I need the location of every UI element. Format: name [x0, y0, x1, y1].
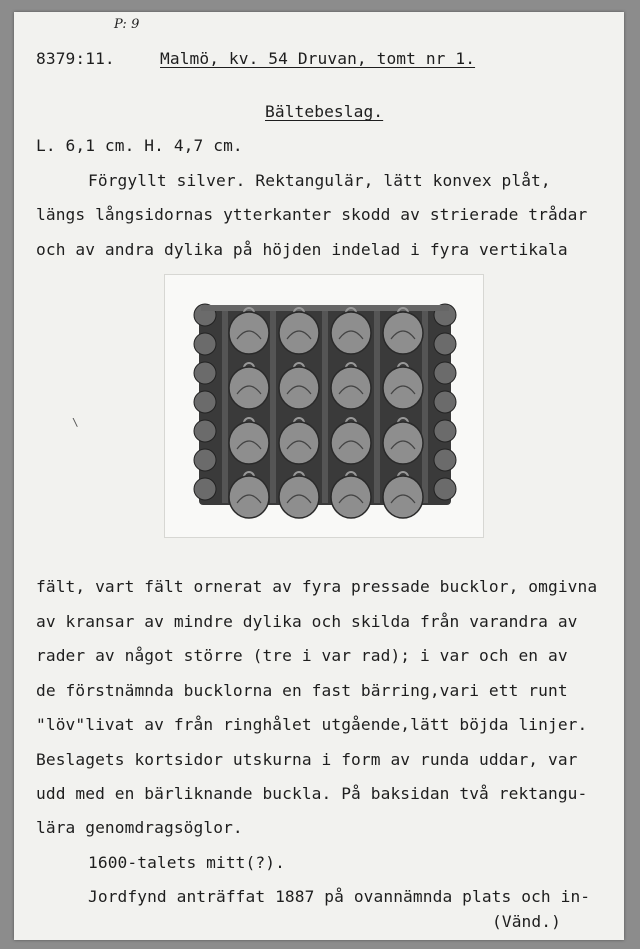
leaf-pendant — [331, 367, 371, 409]
leaf-pendant — [229, 312, 269, 354]
striated-wire — [374, 307, 380, 503]
description-line-2: längs långsidornas ytterkanter skodd av strierade trådar — [36, 205, 588, 224]
catalog-number: 8379:11. — [36, 49, 115, 68]
photograph-mount — [164, 274, 484, 538]
side-knob — [194, 391, 216, 413]
striated-wire — [270, 307, 276, 503]
leaf-pendant — [331, 476, 371, 518]
turn-over-note: (Vänd.) — [492, 912, 561, 931]
leaf-pendant — [383, 312, 423, 354]
side-knob — [434, 478, 456, 500]
side-knob — [434, 420, 456, 442]
edge-wire — [201, 305, 449, 311]
find-note-line: Jordfynd anträffat 1887 på ovannämnda plats och in- — [88, 887, 591, 906]
leaf-pendant — [229, 476, 269, 518]
side-knob — [434, 333, 456, 355]
leaf-pendant — [279, 312, 319, 354]
side-knob — [194, 449, 216, 471]
side-knob — [434, 362, 456, 384]
description-line-6: rader av något större (tre i var rad); i var och en av — [36, 646, 568, 665]
description-line-8: "löv"livat av från ringhålet utgående,lätt böjda linjer. — [36, 715, 588, 734]
leaf-pendant — [279, 422, 319, 464]
leaf-pendant — [383, 367, 423, 409]
leaf-pendant — [229, 367, 269, 409]
description-line-1: Förgyllt silver. Rektangulär, lätt konvex plåt, — [88, 171, 551, 190]
striated-wire — [222, 307, 228, 503]
dating-line: 1600-talets mitt(?). — [88, 853, 285, 872]
description-line-3: och av andra dylika på höjden indelad i fyra vertikala — [36, 240, 568, 259]
leaf-pendant — [383, 422, 423, 464]
catalog-card — [14, 12, 624, 940]
find-location: Malmö, kv. 54 Druvan, tomt nr 1. — [160, 49, 476, 68]
description-line-5: av kransar av mindre dylika och skilda från varandra av — [36, 612, 578, 631]
side-knob — [194, 478, 216, 500]
side-knob — [194, 362, 216, 384]
leaf-pendant — [383, 476, 423, 518]
side-knob — [194, 420, 216, 442]
description-line-10: udd med en bärliknande buckla. På baksidan två rektangu- — [36, 784, 588, 803]
page-mark: P: 9 — [114, 17, 140, 32]
object-title: Bältebeslag. — [265, 102, 384, 121]
leaf-pendant — [331, 312, 371, 354]
description-line-11: lära genomdragsöglor. — [36, 818, 243, 837]
leaf-pendant — [331, 422, 371, 464]
dimensions: L. 6,1 cm. H. 4,7 cm. — [36, 136, 243, 155]
leaf-pendant — [279, 476, 319, 518]
side-knob — [434, 449, 456, 471]
description-line-9: Beslagets kortsidor utskurna i form av runda uddar, var — [36, 750, 578, 769]
pencil-mark: \ — [72, 416, 79, 429]
leaf-pendant — [279, 367, 319, 409]
side-knob — [194, 333, 216, 355]
side-knob — [434, 391, 456, 413]
striated-wire — [322, 307, 328, 503]
description-line-4: fält, vart fält ornerat av fyra pressade bucklor, omgivna — [36, 577, 598, 596]
belt-mount-photograph — [165, 275, 483, 537]
description-line-7: de förstnämnda bucklorna en fast bärring,vari ett runt — [36, 681, 568, 700]
leaf-pendant — [229, 422, 269, 464]
